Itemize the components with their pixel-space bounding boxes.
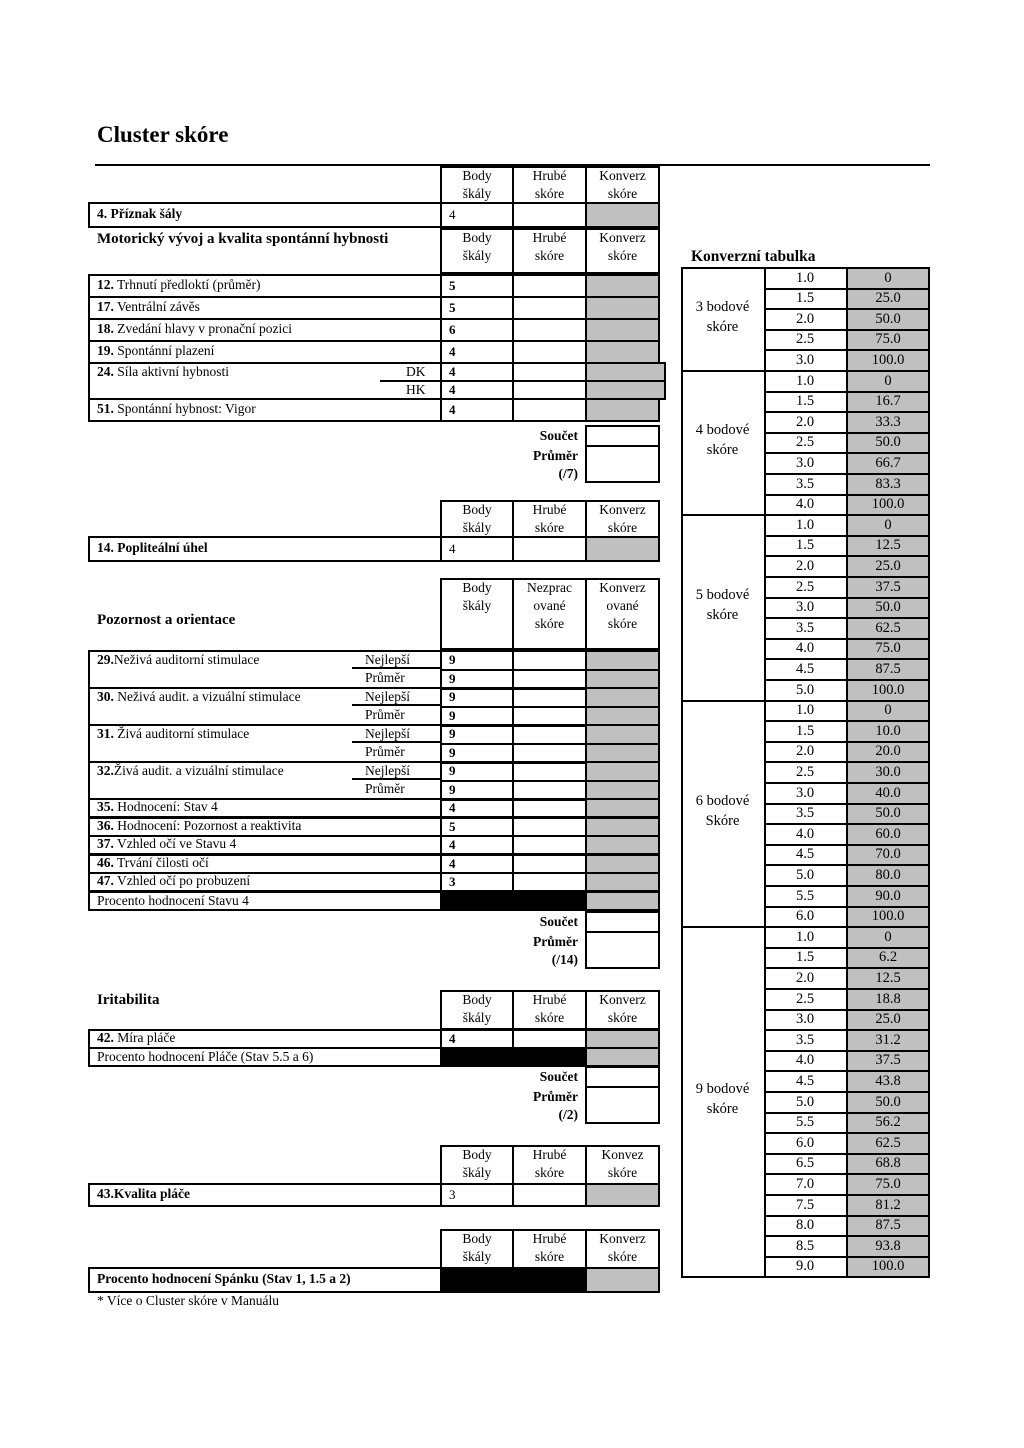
irritability-header-label: Konverz skóre xyxy=(599,992,646,1025)
conversion-converted-value: 100.0 xyxy=(871,351,905,368)
attention-avg-score: 9 xyxy=(449,708,456,723)
conversion-converted-value: 50.0 xyxy=(875,599,901,616)
popliteal-conv-cell xyxy=(585,536,660,562)
attention-conv-cell xyxy=(585,650,660,671)
attention-item-raw-cell[interactable] xyxy=(512,817,587,837)
irritability-item-raw-cell[interactable] xyxy=(512,1029,587,1049)
conversion-raw-value: 2.5 xyxy=(795,763,815,780)
conversion-converted-value: 12.5 xyxy=(875,537,901,554)
motor-sum-cell[interactable] xyxy=(585,425,660,447)
popliteal-header-label: Konverz skóre xyxy=(599,502,646,535)
irritability-item-conv-cell xyxy=(585,1029,660,1049)
attention-avg-label: Průměr xyxy=(365,744,405,759)
conversion-converted-value: 81.2 xyxy=(875,1196,901,1213)
conversion-raw-value: 8.5 xyxy=(795,1237,815,1254)
conversion-converted-value: 90.0 xyxy=(875,887,901,904)
irritability-item-label: 42. Míra pláče xyxy=(97,1030,176,1045)
motor-raw-cell[interactable] xyxy=(512,380,587,400)
conversion-converted-value: 20.0 xyxy=(875,743,901,760)
attention-sum-label: Součet xyxy=(539,914,578,929)
conversion-group-label: 4 bodové skóre xyxy=(695,422,750,459)
priznak-header-label: Hrubé skóre xyxy=(532,168,567,201)
attention-best-score: 9 xyxy=(449,726,456,741)
motor-item-label: 51. Spontánní hybnost: Vigor xyxy=(97,401,256,416)
conversion-raw-value: 6.0 xyxy=(795,908,815,925)
irritability-section-title: Iritabilita xyxy=(97,992,160,1008)
conversion-converted-value: 43.8 xyxy=(875,1072,901,1089)
conversion-raw-value: 1.5 xyxy=(795,949,815,966)
motor-sub-label: HK xyxy=(406,382,426,397)
conversion-converted-value: 75.0 xyxy=(875,331,901,348)
conversion-raw-value: 6.0 xyxy=(795,1134,815,1151)
conversion-converted-value: 0 xyxy=(884,372,892,389)
conversion-converted-value: 100.0 xyxy=(871,496,905,513)
priznak-conv-cell xyxy=(585,202,660,228)
irritability-item-score: 4 xyxy=(449,1031,456,1046)
attention-item-label: 37. Vzhled očí ve Stavu 4 xyxy=(97,836,237,852)
attention-avg-label: Průměr xyxy=(365,707,405,722)
conversion-converted-value: 75.0 xyxy=(875,640,901,657)
attention-raw-cell[interactable] xyxy=(512,724,587,745)
attention-item-score: 4 xyxy=(449,855,456,871)
conversion-raw-value: 3.5 xyxy=(795,805,815,822)
motor-score: 4 xyxy=(449,364,456,379)
motor-item-label: 18. Zvedání hlavy v pronační pozici xyxy=(97,321,292,336)
conversion-converted-value: 62.5 xyxy=(875,619,901,636)
attention-item-conv-cell xyxy=(585,798,660,818)
conversion-converted-value: 100.0 xyxy=(871,908,905,925)
motor-item-label: 12. Trhnutí předloktí (průměr) xyxy=(97,277,261,292)
conversion-table-title: Konverzní tabulka xyxy=(691,248,816,265)
attention-item-label: 36. Hodnocení: Pozornost a reaktivita xyxy=(97,817,302,833)
attention-item-conv-cell xyxy=(585,854,660,874)
attention-raw-cell[interactable] xyxy=(512,650,587,671)
motor-section-title: Motorický vývoj a kvalita spontánní hybnosti xyxy=(97,231,389,247)
conversion-raw-value: 2.5 xyxy=(795,331,815,348)
conversion-converted-value: 12.5 xyxy=(875,969,901,986)
attention-item-raw-cell[interactable] xyxy=(512,854,587,874)
motor-item-score: 5 xyxy=(449,278,456,293)
attention-percent-label: Procento hodnocení Stavu 4 xyxy=(97,893,249,908)
motor-item-conv-cell xyxy=(585,398,660,422)
motor-conv-cell xyxy=(585,380,666,400)
attention-item-raw-cell[interactable] xyxy=(512,872,587,892)
conversion-raw-value: 2.0 xyxy=(795,413,815,430)
conversion-raw-value: 2.5 xyxy=(795,578,815,595)
conversion-group-label: 9 bodové skóre xyxy=(695,1081,750,1118)
attention-avg-cell[interactable] xyxy=(585,931,660,969)
conversion-raw-value: 3.5 xyxy=(795,619,815,636)
attention-avg-score: 9 xyxy=(449,745,456,760)
sleep-header-label: Konverz skóre xyxy=(599,1231,646,1264)
attention-percent-black xyxy=(440,891,587,911)
motor-item-label: 17. Ventrální závěs xyxy=(97,299,200,314)
conversion-converted-value: 60.0 xyxy=(875,825,901,842)
attention-item-score: 5 xyxy=(449,818,456,834)
page-title: Cluster skóre xyxy=(97,122,229,147)
conversion-raw-value: 1.0 xyxy=(795,372,815,389)
conversion-group-label: 3 bodové skóre xyxy=(695,298,750,335)
popliteal-label: 14. Popliteální úhel xyxy=(97,540,208,555)
conversion-converted-value: 70.0 xyxy=(875,846,901,863)
cry-header-label: Hrubé skóre xyxy=(532,1147,567,1180)
attention-header-label: Body škály xyxy=(462,580,492,613)
sleep-header-label: Body škály xyxy=(462,1231,492,1264)
attention-item-raw-cell[interactable] xyxy=(512,835,587,855)
motor-item-score: 5 xyxy=(449,300,456,315)
attention-sum-cell[interactable] xyxy=(585,911,660,933)
sleep-header-label: Hrubé skóre xyxy=(532,1231,567,1264)
irritability-percent-label: Procento hodnocení Pláče (Stav 5.5 a 6) xyxy=(97,1049,314,1064)
attention-raw-cell[interactable] xyxy=(512,761,587,782)
motor-item-raw-cell[interactable] xyxy=(512,274,587,298)
conversion-converted-value: 87.5 xyxy=(875,660,901,677)
motor-item-conv-cell xyxy=(585,296,660,320)
conversion-converted-value: 93.8 xyxy=(875,1237,901,1254)
conversion-raw-value: 3.0 xyxy=(795,784,815,801)
irritability-sum-cell[interactable] xyxy=(585,1066,660,1088)
attention-item-label: 46. Trvání čilosti očí xyxy=(97,854,209,870)
irritability-sum-label: Součet xyxy=(539,1069,578,1084)
motor-sub-label: DK xyxy=(406,364,426,379)
conversion-raw-value: 3.5 xyxy=(795,475,815,492)
conversion-converted-value: 100.0 xyxy=(871,1258,905,1275)
attention-best-label: Nejlepší xyxy=(365,689,410,704)
popliteal-score: 4 xyxy=(449,541,456,556)
conversion-raw-value: 4.0 xyxy=(795,640,815,657)
attention-avg-score: 9 xyxy=(449,671,456,686)
conversion-raw-value: 4.5 xyxy=(795,846,815,863)
conversion-raw-value: 8.0 xyxy=(795,1217,815,1234)
attention-avg-divisor: (/14) xyxy=(551,952,578,967)
sleep-black xyxy=(440,1267,587,1293)
cry-header-label: Body škály xyxy=(462,1147,492,1180)
conversion-converted-value: 100.0 xyxy=(871,681,905,698)
conversion-converted-value: 50.0 xyxy=(875,1093,901,1110)
attention-item-conv-cell xyxy=(585,872,660,892)
conversion-converted-value: 25.0 xyxy=(875,557,901,574)
attention-best-score: 9 xyxy=(449,763,456,778)
irritability-avg-label: Průměr xyxy=(533,1089,578,1104)
conversion-converted-value: 33.3 xyxy=(875,413,901,430)
motor-avg-cell[interactable] xyxy=(585,445,660,483)
conversion-raw-value: 1.0 xyxy=(795,702,815,719)
conversion-raw-value: 1.5 xyxy=(795,290,815,307)
motor-sub-rule xyxy=(380,380,440,382)
motor-header-label: Konverz skóre xyxy=(599,230,646,263)
conversion-converted-value: 16.7 xyxy=(875,393,901,410)
conversion-converted-value: 62.5 xyxy=(875,1134,901,1151)
conversion-raw-value: 6.5 xyxy=(795,1155,815,1172)
attention-percent-conv xyxy=(585,891,660,911)
conversion-converted-value: 0 xyxy=(884,516,892,533)
attention-header-label: Konverz ované skóre xyxy=(599,580,646,631)
attention-best-label: Nejlepší xyxy=(365,652,410,667)
attention-avg-label: Průměr xyxy=(365,781,405,796)
priznak-header-label: Konverz skóre xyxy=(599,168,646,201)
motor-item-label: 24. Síla aktivní hybnosti xyxy=(97,364,230,379)
conversion-raw-value: 2.0 xyxy=(795,557,815,574)
conversion-raw-value: 7.0 xyxy=(795,1175,815,1192)
conversion-raw-value: 4.5 xyxy=(795,660,815,677)
motor-item-raw-cell[interactable] xyxy=(512,296,587,320)
attention-item-label: 32.Živá audit. a vizuální stimulace xyxy=(97,763,284,778)
attention-avg-label: Průměr xyxy=(533,934,578,949)
sleep-conv xyxy=(585,1267,660,1293)
conversion-raw-value: 9.0 xyxy=(795,1258,815,1275)
conversion-raw-value: 5.0 xyxy=(795,681,815,698)
motor-sum-label: Součet xyxy=(539,428,578,443)
conversion-converted-value: 25.0 xyxy=(875,1011,901,1028)
priznak-header-label: Body škály xyxy=(462,168,492,201)
irritability-avg-divisor: (/2) xyxy=(558,1107,578,1122)
motor-avg-divisor: (/7) xyxy=(558,466,578,481)
priznak-label: 4. Příznak šály xyxy=(97,206,183,221)
motor-item-score: 6 xyxy=(449,322,456,337)
conversion-converted-value: 56.2 xyxy=(875,1114,901,1131)
conversion-converted-value: 50.0 xyxy=(875,805,901,822)
attention-best-label: Nejlepší xyxy=(365,726,410,741)
conversion-raw-value: 3.0 xyxy=(795,351,815,368)
conversion-raw-value: 4.0 xyxy=(795,496,815,513)
irritability-percent-conv xyxy=(585,1047,660,1067)
attention-avg-label: Průměr xyxy=(365,670,405,685)
conversion-raw-value: 1.0 xyxy=(795,516,815,533)
conversion-raw-value: 2.0 xyxy=(795,743,815,760)
cry-score: 3 xyxy=(449,1187,456,1202)
irritability-percent-black xyxy=(440,1047,587,1067)
motor-item-raw-cell[interactable] xyxy=(512,318,587,342)
priznak-raw-cell[interactable] xyxy=(512,202,587,228)
attention-item-label: 31. Živá auditorní stimulace xyxy=(97,726,250,741)
attention-item-label: 35. Hodnocení: Stav 4 xyxy=(97,799,218,814)
popliteal-header-label: Body škály xyxy=(462,502,492,535)
conversion-raw-value: 4.0 xyxy=(795,1052,815,1069)
conversion-converted-value: 87.5 xyxy=(875,1217,901,1234)
attention-conv-cell xyxy=(585,761,660,782)
attention-raw-cell[interactable] xyxy=(512,687,587,708)
conversion-raw-value: 3.5 xyxy=(795,1031,815,1048)
motor-header-label: Hrubé skóre xyxy=(532,230,567,263)
conversion-converted-value: 40.0 xyxy=(875,784,901,801)
attention-item-conv-cell xyxy=(585,835,660,855)
footnote: * Více o Cluster skóre v Manuálu xyxy=(97,1293,279,1308)
conversion-raw-value: 2.5 xyxy=(795,434,815,451)
conversion-converted-value: 6.2 xyxy=(878,949,898,966)
conversion-raw-value: 4.5 xyxy=(795,1072,815,1089)
attention-header-label: Nezprac ované skóre xyxy=(527,580,572,631)
conversion-converted-value: 10.0 xyxy=(875,722,901,739)
conversion-converted-value: 0 xyxy=(884,269,892,286)
conversion-converted-value: 68.8 xyxy=(875,1155,901,1172)
conversion-group-label: 5 bodové skóre xyxy=(695,586,750,623)
conversion-converted-value: 30.0 xyxy=(875,763,901,780)
conversion-converted-value: 37.5 xyxy=(875,578,901,595)
conversion-raw-value: 1.5 xyxy=(795,393,815,410)
conversion-raw-value: 5.0 xyxy=(795,866,815,883)
motor-header-label: Body škály xyxy=(462,230,492,263)
attention-conv-cell xyxy=(585,687,660,708)
irritability-header-label: Hrubé skóre xyxy=(532,992,567,1025)
conversion-raw-value: 1.5 xyxy=(795,722,815,739)
conversion-converted-value: 50.0 xyxy=(875,434,901,451)
conversion-raw-value: 4.0 xyxy=(795,825,815,842)
conversion-converted-value: 31.2 xyxy=(875,1031,901,1048)
attention-item-label: 30. Neživá audit. a vizuální stimulace xyxy=(97,689,301,704)
conversion-group-label: 6 bodové Skóre xyxy=(695,792,750,829)
conversion-converted-value: 0 xyxy=(884,928,892,945)
conversion-raw-value: 5.5 xyxy=(795,1114,815,1131)
priznak-score: 4 xyxy=(449,207,456,222)
attention-best-score: 9 xyxy=(449,689,456,704)
attention-best-label: Nejlepší xyxy=(365,763,410,778)
conversion-raw-value: 5.0 xyxy=(795,1093,815,1110)
attention-section-title: Pozornost a orientace xyxy=(97,612,236,628)
popliteal-header-label: Hrubé skóre xyxy=(532,502,567,535)
conversion-raw-value: 2.0 xyxy=(795,969,815,986)
motor-item-label: 19. Spontánní plazení xyxy=(97,343,215,358)
motor-item-raw-cell[interactable] xyxy=(512,398,587,422)
popliteal-raw-cell[interactable] xyxy=(512,536,587,562)
conversion-converted-value: 80.0 xyxy=(875,866,901,883)
irritability-header-label: Body škály xyxy=(462,992,492,1025)
irritability-avg-cell[interactable] xyxy=(585,1086,660,1124)
cry-header-label: Konvez skóre xyxy=(601,1147,644,1180)
conversion-raw-value: 3.0 xyxy=(795,599,815,616)
conversion-raw-value: 1.0 xyxy=(795,269,815,286)
conversion-converted-value: 50.0 xyxy=(875,310,901,327)
attention-item-label: 29.Neživá auditorní stimulace xyxy=(97,652,260,667)
conversion-converted-value: 37.5 xyxy=(875,1052,901,1069)
motor-item-conv-cell xyxy=(585,340,660,364)
motor-item-score: 4 xyxy=(449,402,456,417)
attention-conv-cell xyxy=(585,724,660,745)
cry-conv-cell xyxy=(585,1183,660,1207)
conversion-converted-value: 66.7 xyxy=(875,454,901,471)
motor-item-raw-cell[interactable] xyxy=(512,340,587,364)
sleep-label: Procento hodnocení Spánku (Stav 1, 1.5 a 2) xyxy=(97,1271,351,1286)
attention-item-conv-cell xyxy=(585,817,660,837)
motor-item-score: 4 xyxy=(449,344,456,359)
attention-item-score: 3 xyxy=(449,874,456,890)
conversion-converted-value: 25.0 xyxy=(875,290,901,307)
attention-item-raw-cell[interactable] xyxy=(512,798,587,818)
motor-conv-cell xyxy=(585,362,666,382)
conversion-converted-value: 75.0 xyxy=(875,1175,901,1192)
attention-best-score: 9 xyxy=(449,652,456,667)
conversion-raw-value: 2.5 xyxy=(795,990,815,1007)
cry-label: 43.Kvalita pláče xyxy=(97,1186,190,1201)
conversion-raw-value: 2.0 xyxy=(795,310,815,327)
attention-avg-score: 9 xyxy=(449,782,456,797)
motor-item-conv-cell xyxy=(585,274,660,298)
attention-item-label: 47. Vzhled očí po probuzení xyxy=(97,873,251,889)
conversion-raw-value: 7.5 xyxy=(795,1196,815,1213)
conversion-converted-value: 18.8 xyxy=(875,990,901,1007)
motor-item-conv-cell xyxy=(585,318,660,342)
motor-raw-cell[interactable] xyxy=(512,362,587,382)
conversion-raw-value: 5.5 xyxy=(795,887,815,904)
conversion-raw-value: 3.0 xyxy=(795,1011,815,1028)
motor-score: 4 xyxy=(449,382,456,397)
conversion-converted-value: 83.3 xyxy=(875,475,901,492)
conversion-raw-value: 3.0 xyxy=(795,454,815,471)
conversion-raw-value: 1.5 xyxy=(795,537,815,554)
motor-avg-label: Průměr xyxy=(533,448,578,463)
attention-item-score: 4 xyxy=(449,837,456,853)
cry-raw-cell[interactable] xyxy=(512,1183,587,1207)
conversion-raw-value: 1.0 xyxy=(795,928,815,945)
attention-item-score: 4 xyxy=(449,800,456,815)
conversion-converted-value: 0 xyxy=(884,702,892,719)
